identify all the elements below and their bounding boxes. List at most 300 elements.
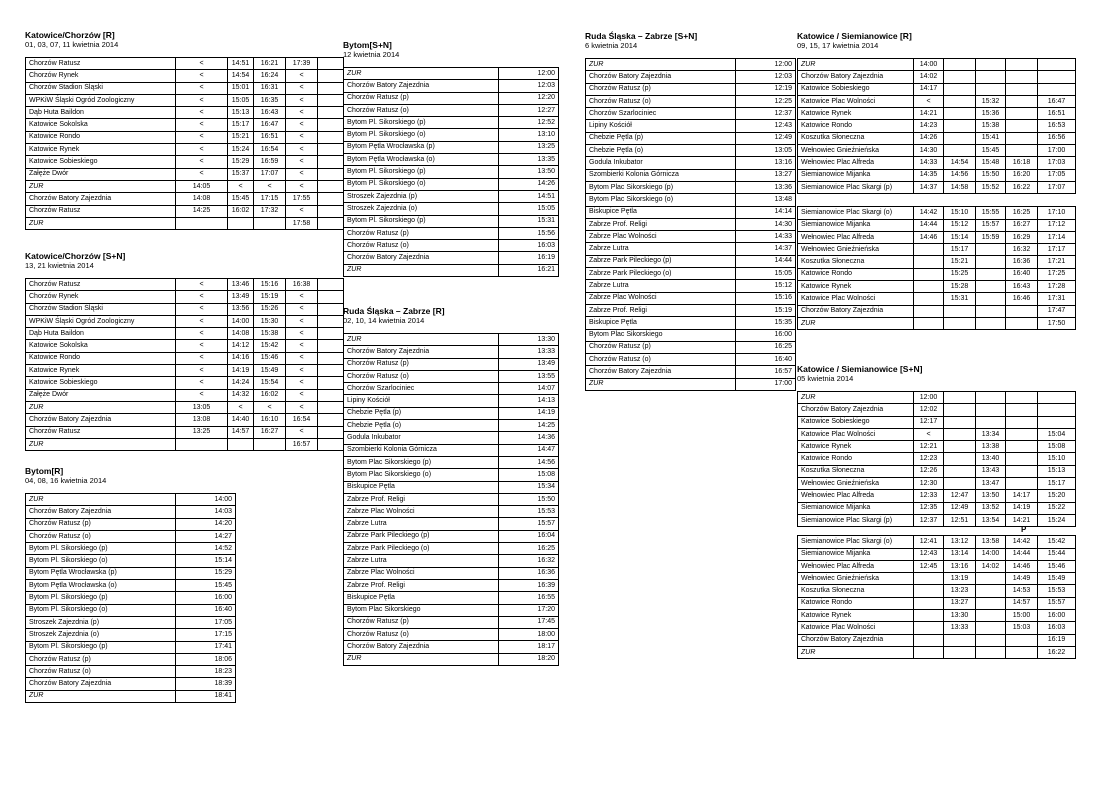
time-cell: 12:20	[499, 92, 559, 104]
time-cell: 16:02	[228, 205, 254, 217]
time-cell: 12:21	[914, 441, 944, 453]
time-cell	[914, 256, 944, 268]
time-cell: 17:41	[176, 641, 236, 653]
stop-name-cell: Katowice Sobieskiego	[798, 416, 914, 428]
table-row	[344, 506, 559, 518]
section-dates: 13, 21 kwietnia 2014	[25, 261, 94, 270]
time-cell: <	[176, 279, 228, 291]
time-cell: <	[286, 377, 318, 389]
time-cell	[1006, 145, 1038, 157]
time-cell: <	[176, 377, 228, 389]
stop-name-cell: Zabrze Plac Wolności	[586, 292, 736, 304]
stop-name-cell: Chorzów Ratusz (o)	[344, 240, 499, 252]
table-row	[798, 120, 1076, 132]
table-row	[344, 141, 559, 153]
table-row	[586, 132, 796, 144]
time-cell	[944, 59, 976, 71]
table-row	[798, 305, 1076, 317]
time-cell: 18:39	[176, 678, 236, 690]
table-row	[26, 365, 344, 377]
time-cell: 16:36	[499, 567, 559, 579]
time-cell	[914, 634, 944, 646]
stop-name-cell: Katowice Rynek	[26, 365, 176, 377]
time-cell: <	[176, 352, 228, 364]
table-row	[344, 469, 559, 481]
time-cell: 18:00	[499, 629, 559, 641]
table-spacer	[797, 194, 1076, 206]
table-row	[26, 303, 344, 315]
time-cell: 15:17	[228, 119, 254, 131]
time-cell: 16:27	[1006, 219, 1038, 231]
time-cell	[1006, 646, 1038, 658]
time-cell: 15:21	[944, 256, 976, 268]
table-row	[586, 194, 796, 206]
time-cell	[1006, 305, 1038, 317]
table-row	[586, 231, 796, 243]
stop-name-cell: Chorzów Ratusz	[26, 205, 176, 217]
time-cell	[944, 404, 976, 416]
table-row	[26, 82, 344, 94]
timetable-table	[797, 206, 1076, 330]
time-cell	[318, 217, 344, 229]
table-row	[798, 293, 1076, 305]
time-cell: 15:17	[1038, 478, 1076, 490]
time-cell: <	[286, 107, 318, 119]
table-row	[798, 392, 1076, 404]
time-cell	[914, 268, 944, 280]
time-cell: <	[176, 70, 228, 82]
stop-name-cell: Bytom Pl. Sikorskiego (o)	[344, 129, 499, 141]
table-row	[344, 104, 559, 116]
time-cell: 15:59	[976, 231, 1006, 243]
time-cell: 14:57	[1006, 597, 1038, 609]
time-cell	[914, 293, 944, 305]
time-cell	[944, 145, 976, 157]
timetable-section-s1	[25, 30, 344, 230]
time-cell: 15:41	[976, 132, 1006, 144]
time-cell: 12:45	[914, 560, 944, 572]
time-cell: 16:43	[1006, 281, 1038, 293]
table-row	[586, 157, 796, 169]
time-cell: 14:30	[914, 145, 944, 157]
time-cell: 14:00	[228, 315, 254, 327]
time-cell	[318, 82, 344, 94]
stop-name-cell: Katowice Sokolska	[26, 119, 176, 131]
timetable-section-s8	[797, 364, 1076, 659]
table-row	[344, 616, 559, 628]
time-cell: 18:20	[499, 653, 559, 665]
table-row	[26, 131, 344, 143]
time-cell: 15:42	[1038, 536, 1076, 548]
table-row	[344, 80, 559, 92]
time-cell: 15:32	[976, 95, 1006, 107]
stop-name-cell: Stroszek Zajezdnia (p)	[26, 616, 176, 628]
time-cell	[318, 131, 344, 143]
time-cell: 16:32	[1006, 244, 1038, 256]
table-row	[344, 444, 559, 456]
time-cell	[976, 268, 1006, 280]
stop-name-cell: Zabrze Prof. Religi	[344, 493, 499, 505]
stop-name-cell: Chorzów Ratusz (o)	[586, 95, 736, 107]
timetable-table	[797, 535, 1076, 659]
table-row	[26, 629, 236, 641]
time-cell: 14:24	[228, 377, 254, 389]
time-cell: 15:00	[1006, 610, 1038, 622]
table-row	[344, 641, 559, 653]
time-cell: 13:43	[976, 465, 1006, 477]
table-row	[26, 604, 236, 616]
stop-name-cell: Bytom Plac Sikorskiego	[344, 604, 499, 616]
stop-name-cell: Katowice Sobieskiego	[26, 156, 176, 168]
time-cell	[944, 428, 976, 440]
time-cell: 14:51	[228, 58, 254, 70]
time-cell: 15:17	[944, 244, 976, 256]
time-cell: 15:19	[736, 304, 796, 316]
time-cell	[318, 180, 344, 192]
time-cell: 17:55	[286, 193, 318, 205]
table-row	[344, 518, 559, 530]
time-cell: 14:19	[499, 407, 559, 419]
time-cell	[976, 634, 1006, 646]
time-cell: 15:48	[976, 157, 1006, 169]
stop-name-cell: Dąb Huta Baildon	[26, 328, 176, 340]
time-cell: 15:22	[1038, 502, 1076, 514]
time-cell: 15:34	[499, 481, 559, 493]
time-cell: 16:24	[254, 70, 286, 82]
table-row	[26, 530, 236, 542]
time-cell: 16:57	[736, 366, 796, 378]
stop-name-cell: Bytom Pl. Sikorskiego (p)	[26, 592, 176, 604]
time-cell	[976, 83, 1006, 95]
stop-name-cell: Zabrze Park Pileckiego (o)	[586, 268, 736, 280]
stop-name-cell: Siemianowice Mijanka	[798, 219, 914, 231]
time-cell: 13:33	[499, 346, 559, 358]
timetable-section-s7	[797, 31, 1076, 330]
stop-name-cell: Siemianowice Plac Skargi (o)	[798, 536, 914, 548]
table-row	[798, 428, 1076, 440]
table-row	[344, 592, 559, 604]
stop-name-cell: Wełnowiec Gnieźnieńska	[798, 573, 914, 585]
table-row	[798, 317, 1076, 329]
stop-name-cell: Chorzów Stadion Śląski	[26, 82, 176, 94]
stop-name-cell: Katowice Rondo	[26, 131, 176, 143]
table-row	[26, 518, 236, 530]
time-cell	[254, 438, 286, 450]
time-cell	[976, 305, 1006, 317]
time-cell: 15:14	[176, 555, 236, 567]
stop-name-cell: Bytom Plac Sikorskiego (o)	[586, 194, 736, 206]
section-dates: 05 kwietnia 2014	[797, 374, 854, 383]
stop-name-cell: Zabrze Plac Wolności	[586, 231, 736, 243]
timetable-table	[25, 493, 236, 703]
time-cell: <	[286, 119, 318, 131]
table-row	[26, 352, 344, 364]
table-row	[26, 205, 344, 217]
time-cell: 13:55	[499, 370, 559, 382]
stop-name-cell: Bytom Pl. Sikorskiego (p)	[344, 166, 499, 178]
time-cell	[944, 317, 976, 329]
stop-name-cell: ZUR	[26, 438, 176, 450]
table-row	[26, 217, 344, 229]
time-cell	[318, 438, 344, 450]
stop-name-cell: Bytom Pl. Sikorskiego (o)	[344, 178, 499, 190]
time-cell: 14:21	[1006, 514, 1038, 526]
time-cell: <	[176, 291, 228, 303]
section-title: Bytom[R]	[25, 466, 64, 476]
table-row	[344, 68, 559, 80]
stop-name-cell: Wełnowiec Gnieźnieńska	[798, 478, 914, 490]
time-cell: <	[286, 131, 318, 143]
time-cell: 17:25	[1038, 268, 1076, 280]
table-row	[344, 432, 559, 444]
stop-name-cell: Siemianowice Mijanka	[798, 502, 914, 514]
time-cell: 15:50	[499, 493, 559, 505]
table-row	[586, 354, 796, 366]
table-row	[26, 543, 236, 555]
time-cell: 14:51	[499, 190, 559, 202]
time-cell: 16:39	[499, 579, 559, 591]
time-cell: 17:15	[254, 193, 286, 205]
time-cell: 14:57	[228, 426, 254, 438]
time-cell: <	[286, 156, 318, 168]
time-cell	[1006, 634, 1038, 646]
time-cell	[318, 70, 344, 82]
stop-name-cell: Bytom Pl. Sikorskiego (p)	[344, 117, 499, 129]
time-cell: 13:30	[499, 334, 559, 346]
time-cell: 15:21	[228, 131, 254, 143]
table-row	[798, 573, 1076, 585]
time-cell: 14:33	[914, 157, 944, 169]
time-cell: 16:54	[286, 414, 318, 426]
time-cell: <	[286, 144, 318, 156]
table-row	[26, 340, 344, 352]
stop-name-cell: Koszutka Słoneczna	[798, 465, 914, 477]
time-cell: 16:00	[176, 592, 236, 604]
time-cell: <	[254, 180, 286, 192]
section-dates: 04, 08, 16 kwietnia 2014	[25, 476, 107, 485]
time-cell: 16:04	[499, 530, 559, 542]
time-cell: 16:57	[286, 438, 318, 450]
time-cell	[318, 426, 344, 438]
stop-name-cell: ZUR	[344, 334, 499, 346]
time-cell	[228, 438, 254, 450]
table-row	[798, 83, 1076, 95]
time-cell: 15:31	[944, 293, 976, 305]
table-row	[26, 279, 344, 291]
time-cell	[944, 83, 976, 95]
time-cell: 16:47	[1038, 95, 1076, 107]
time-cell: <	[286, 340, 318, 352]
time-cell: 14:44	[1006, 548, 1038, 560]
table-row	[798, 71, 1076, 83]
time-cell: 16:40	[176, 604, 236, 616]
time-cell: 12:52	[499, 117, 559, 129]
time-cell: 13:54	[976, 514, 1006, 526]
stop-name-cell: Godula Inkubator	[586, 157, 736, 169]
table-row	[586, 243, 796, 255]
table-row	[26, 180, 344, 192]
time-cell	[1006, 416, 1038, 428]
table-row	[26, 494, 236, 506]
table-row	[26, 193, 344, 205]
time-cell: 14:32	[228, 389, 254, 401]
time-cell: 14:27	[176, 530, 236, 542]
table-row	[26, 426, 344, 438]
table-row	[344, 370, 559, 382]
time-cell: 16:21	[254, 58, 286, 70]
table-row	[798, 244, 1076, 256]
stop-name-cell: ZUR	[26, 401, 176, 413]
stop-name-cell: ZUR	[798, 392, 914, 404]
time-cell: 17:07	[254, 168, 286, 180]
time-cell: <	[176, 340, 228, 352]
table-row	[344, 555, 559, 567]
time-cell	[944, 108, 976, 120]
table-row	[344, 178, 559, 190]
time-cell	[944, 71, 976, 83]
time-cell: 12:43	[736, 120, 796, 132]
section-title: Katowice/Chorzów [S+N]	[25, 251, 126, 261]
table-row	[344, 530, 559, 542]
time-cell: 15:52	[976, 181, 1006, 193]
time-cell: 15:36	[976, 108, 1006, 120]
table-row	[26, 70, 344, 82]
time-cell	[976, 281, 1006, 293]
time-cell: 12:17	[914, 416, 944, 428]
time-cell: 14:19	[228, 365, 254, 377]
time-cell: 14:26	[914, 132, 944, 144]
stop-name-cell: Katowice Plac Wolności	[798, 95, 914, 107]
table-row	[798, 59, 1076, 71]
time-cell: 14:40	[228, 414, 254, 426]
table-row	[26, 666, 236, 678]
time-cell	[1006, 120, 1038, 132]
time-cell: 16:21	[499, 264, 559, 276]
time-cell: 17:45	[499, 616, 559, 628]
table-row	[344, 629, 559, 641]
table-row	[798, 502, 1076, 514]
time-cell	[1006, 465, 1038, 477]
time-cell: 15:57	[499, 518, 559, 530]
time-cell: <	[286, 291, 318, 303]
time-cell: 15:38	[254, 328, 286, 340]
time-cell: 12:51	[944, 514, 976, 526]
time-cell: <	[176, 58, 228, 70]
time-cell: <	[286, 180, 318, 192]
time-cell: 15:35	[736, 317, 796, 329]
time-cell: 15:04	[1038, 428, 1076, 440]
time-cell: 14:08	[228, 328, 254, 340]
time-cell	[976, 585, 1006, 597]
time-cell: 16:35	[254, 94, 286, 106]
time-cell: 15:05	[228, 94, 254, 106]
section-title: Katowice / Siemianowice [R]	[797, 31, 912, 41]
stop-name-cell: Chorzów Szarlociniec	[344, 383, 499, 395]
stop-name-cell: Biskupice Pętla	[344, 481, 499, 493]
stop-name-cell: ZUR	[26, 217, 176, 229]
time-cell	[1038, 83, 1076, 95]
time-cell	[914, 610, 944, 622]
table-row	[26, 58, 344, 70]
time-cell: <	[176, 144, 228, 156]
time-cell: 15:30	[254, 315, 286, 327]
time-cell: 17:00	[1038, 145, 1076, 157]
time-cell	[318, 168, 344, 180]
time-cell	[976, 71, 1006, 83]
table-row	[798, 95, 1076, 107]
table-row	[344, 264, 559, 276]
time-cell: 18:23	[176, 666, 236, 678]
stop-name-cell: ZUR	[344, 68, 499, 80]
time-cell: 15:55	[976, 207, 1006, 219]
table-row	[344, 493, 559, 505]
time-cell: 15:12	[736, 280, 796, 292]
time-cell: 13:08	[176, 414, 228, 426]
stop-name-cell: Bytom Pl. Sikorskiego (p)	[344, 215, 499, 227]
time-cell	[176, 438, 228, 450]
time-cell: 12:33	[914, 490, 944, 502]
table-row	[344, 190, 559, 202]
time-cell: 14:46	[1006, 560, 1038, 572]
stop-name-cell: Chorzów Batory Zajezdnia	[798, 404, 914, 416]
stop-name-cell: Bytom Plac Sikorskiego (p)	[344, 456, 499, 468]
time-cell: 17:47	[1038, 305, 1076, 317]
timetable-table	[585, 58, 796, 391]
table-row	[26, 291, 344, 303]
stop-name-cell: Chorzów Ratusz (p)	[344, 227, 499, 239]
stop-name-cell: ZUR	[344, 653, 499, 665]
timetable-table	[797, 58, 1076, 194]
time-cell: 16:25	[499, 543, 559, 555]
stop-name-cell: Lipiny Kościół	[586, 120, 736, 132]
section-dates: 09, 15, 17 kwietnia 2014	[797, 41, 879, 50]
time-cell: 17:10	[1038, 207, 1076, 219]
time-cell: 15:54	[254, 377, 286, 389]
time-cell: 16:51	[1038, 108, 1076, 120]
time-cell: 15:49	[1038, 573, 1076, 585]
stop-name-cell: ZUR	[26, 180, 176, 192]
time-cell: 13:27	[736, 169, 796, 181]
time-cell: <	[176, 303, 228, 315]
time-cell	[914, 622, 944, 634]
time-cell	[1006, 59, 1038, 71]
stop-name-cell: Zabrze Lutra	[344, 518, 499, 530]
table-row	[586, 341, 796, 353]
time-cell: 13:30	[944, 610, 976, 622]
time-cell	[914, 317, 944, 329]
table-row	[344, 129, 559, 141]
table-row	[798, 281, 1076, 293]
table-row	[586, 329, 796, 341]
time-cell: 14:54	[944, 157, 976, 169]
time-cell: 14:00	[976, 548, 1006, 560]
stop-name-cell: Chorzów Ratusz (o)	[586, 354, 736, 366]
time-cell: 14:37	[736, 243, 796, 255]
time-cell: 16:22	[1006, 181, 1038, 193]
time-cell	[944, 95, 976, 107]
time-cell: 12:02	[914, 404, 944, 416]
time-cell: 12:00	[914, 392, 944, 404]
time-cell: 15:14	[944, 231, 976, 243]
time-cell: 17:15	[176, 629, 236, 641]
time-cell: 12:03	[736, 71, 796, 83]
time-cell: 15:19	[254, 291, 286, 303]
time-cell: 13:50	[499, 166, 559, 178]
time-cell: 17:31	[1038, 293, 1076, 305]
time-cell: <	[176, 365, 228, 377]
table-row	[798, 145, 1076, 157]
time-cell: 13:05	[176, 401, 228, 413]
